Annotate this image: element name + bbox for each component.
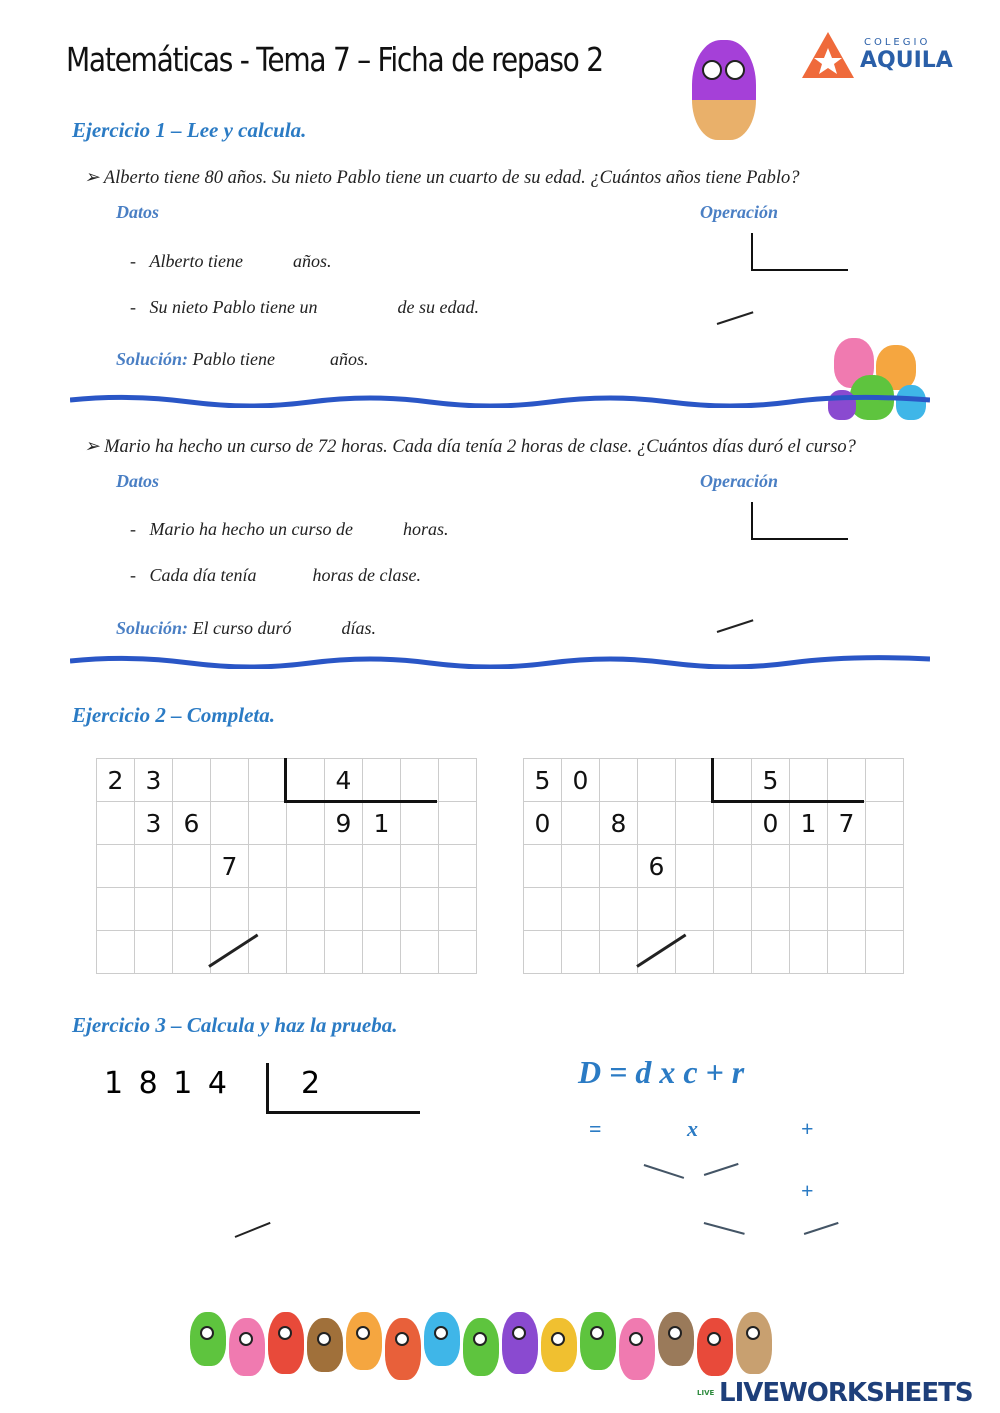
grid-cell[interactable] <box>173 845 211 888</box>
grid-cell[interactable] <box>439 845 477 888</box>
grid-cell[interactable]: 9 <box>325 802 363 845</box>
grid-cell[interactable] <box>97 845 135 888</box>
grid-cell[interactable] <box>866 888 904 931</box>
division-bracket <box>751 269 848 271</box>
monster-icon <box>736 1312 772 1374</box>
division-bracket <box>266 1111 420 1114</box>
grid-cell[interactable] <box>401 802 439 845</box>
grid-cell[interactable] <box>752 888 790 931</box>
grid-cell[interactable] <box>638 759 676 802</box>
grid-cell[interactable] <box>287 759 325 802</box>
problem-1-question: ➢ Alberto tiene 80 años. Su nieto Pablo tiene un cuarto de su edad. ¿Cuántos años tiene Pablo? <box>84 168 800 188</box>
grid-cell[interactable] <box>600 759 638 802</box>
monster-icon <box>502 1312 538 1374</box>
divisor: 2 <box>301 1066 321 1101</box>
grid-cell[interactable] <box>97 802 135 845</box>
grid-cell[interactable] <box>790 888 828 931</box>
data-item: - Su nieto Pablo tiene un de su edad. <box>130 297 479 317</box>
grid-cell[interactable] <box>790 845 828 888</box>
grid-cell[interactable]: 0 <box>752 802 790 845</box>
plus-sign: + <box>801 1178 814 1203</box>
monster-icon <box>307 1318 343 1372</box>
grid-cell[interactable] <box>287 845 325 888</box>
subtraction-mark <box>235 1222 271 1238</box>
grid-cell[interactable] <box>524 931 562 974</box>
grid-cell[interactable] <box>828 845 866 888</box>
grid-cell[interactable] <box>439 931 477 974</box>
grid-cell[interactable]: 6 <box>173 802 211 845</box>
grid-cell[interactable]: 5 <box>524 759 562 802</box>
proof-formula: D = d x c + r <box>578 1054 745 1090</box>
division-bracket <box>751 502 753 540</box>
grid-cell[interactable] <box>401 845 439 888</box>
grid-cell[interactable] <box>363 759 401 802</box>
grid-cell[interactable] <box>676 888 714 931</box>
grid-cell[interactable] <box>211 802 249 845</box>
grid-cell[interactable]: 7 <box>828 802 866 845</box>
grid-cell[interactable] <box>363 931 401 974</box>
grid-cell[interactable] <box>676 845 714 888</box>
grid-cell[interactable] <box>524 845 562 888</box>
grid-cell[interactable] <box>714 802 752 845</box>
grid-cell[interactable] <box>173 931 211 974</box>
monster-icon <box>619 1318 655 1380</box>
grid-cell[interactable] <box>714 888 752 931</box>
grid-cell[interactable] <box>524 888 562 931</box>
grid-cell[interactable] <box>866 759 904 802</box>
problem-2-question: ➢ Mario ha hecho un curso de 72 horas. Cada día tenía 2 horas de clase. ¿Cuántos días duró el curso? <box>84 437 856 457</box>
grid-cell[interactable] <box>866 845 904 888</box>
times-sign: x <box>687 1116 698 1141</box>
monster-icon <box>658 1312 694 1366</box>
grid-cell[interactable] <box>828 931 866 974</box>
logo-subtitle: COLEGIO <box>864 37 931 48</box>
grid-cell[interactable]: 1 <box>790 802 828 845</box>
grid-cell[interactable] <box>562 931 600 974</box>
grid-cell[interactable] <box>401 759 439 802</box>
wave-divider <box>70 394 930 408</box>
grid-cell[interactable]: 5 <box>752 759 790 802</box>
division-bracket <box>711 800 864 803</box>
grid-cell[interactable] <box>790 931 828 974</box>
data-item: - Alberto tiene años. <box>130 251 332 271</box>
monster-icon <box>268 1312 304 1374</box>
question-text: Mario ha hecho un curso de 72 horas. Cada día tenía 2 horas de clase. ¿Cuántos días duró el curso? <box>104 437 856 457</box>
datos-label: Datos <box>116 202 160 222</box>
equals-sign: = <box>589 1116 602 1141</box>
data-item: - Cada día tenía horas de clase. <box>130 565 421 585</box>
grid-cell[interactable] <box>249 888 287 931</box>
mark <box>644 1164 684 1178</box>
grid-cell[interactable] <box>676 802 714 845</box>
question-text: Alberto tiene 80 años. Su nieto Pablo tiene un cuarto de su edad. ¿Cuántos años tiene Pablo? <box>103 168 800 188</box>
division-bracket <box>266 1063 269 1113</box>
grid-cell[interactable] <box>363 888 401 931</box>
grid-cell[interactable] <box>363 845 401 888</box>
grid-cell[interactable] <box>135 931 173 974</box>
grid-cell[interactable] <box>401 931 439 974</box>
grid-cell[interactable]: 8 <box>600 802 638 845</box>
division-bracket <box>284 758 287 803</box>
operacion-label: Operación <box>700 471 778 491</box>
grid-cell[interactable] <box>600 931 638 974</box>
grid-cell[interactable] <box>325 845 363 888</box>
exercise-3-heading: Ejercicio 3 – Calcula y haz la prueba. <box>72 1013 398 1037</box>
exercise-2-heading: Ejercicio 2 – Completa. <box>72 703 275 727</box>
plus-sign: + <box>801 1116 814 1141</box>
grid-cell[interactable]: 4 <box>325 759 363 802</box>
division-bracket <box>751 538 848 540</box>
grid-cell[interactable] <box>135 845 173 888</box>
grid-cell[interactable]: 0 <box>524 802 562 845</box>
grid-cell[interactable] <box>828 759 866 802</box>
grid-cell[interactable] <box>752 931 790 974</box>
grid-cell[interactable] <box>135 888 173 931</box>
grid-cell[interactable] <box>562 888 600 931</box>
monster-icon <box>229 1318 265 1376</box>
grid-cell[interactable]: 6 <box>638 845 676 888</box>
grid-cell[interactable] <box>562 845 600 888</box>
solution-line: Solución: Pablo tiene años. <box>116 349 369 369</box>
division-bracket <box>284 800 437 803</box>
liveworksheets-logo <box>697 1378 973 1408</box>
grid-cell[interactable] <box>249 759 287 802</box>
datos-label: Datos <box>116 471 160 491</box>
grid-cell[interactable] <box>287 802 325 845</box>
data-item: - Mario ha hecho un curso de horas. <box>130 519 449 539</box>
brand-text: LIVEWORKSHEETS <box>719 1378 973 1408</box>
monster-icon <box>424 1312 460 1366</box>
grid-cell[interactable]: 7 <box>211 845 249 888</box>
division-bracket <box>751 233 753 271</box>
monster-icon <box>697 1318 733 1376</box>
grid-cell[interactable] <box>287 888 325 931</box>
grid-cell[interactable] <box>249 802 287 845</box>
grid-cell[interactable] <box>714 845 752 888</box>
grid-cell[interactable] <box>600 845 638 888</box>
grid-cell[interactable]: 1 <box>363 802 401 845</box>
monster-icon <box>541 1318 577 1372</box>
grid-cell[interactable] <box>439 759 477 802</box>
grid-cell[interactable] <box>211 888 249 931</box>
grid-cell[interactable] <box>562 802 600 845</box>
grid-cell[interactable] <box>638 802 676 845</box>
monster-parade-icon <box>190 1312 780 1376</box>
grid-cell[interactable] <box>714 759 752 802</box>
monster-icon <box>346 1312 382 1370</box>
page-title: Matemáticas - Tema 7 – Ficha de repaso 2 <box>66 40 603 79</box>
grid-cell[interactable] <box>714 931 752 974</box>
grid-cell[interactable] <box>249 845 287 888</box>
grid-cell[interactable]: 0 <box>562 759 600 802</box>
grid-cell[interactable] <box>828 888 866 931</box>
grid-cell[interactable] <box>325 888 363 931</box>
grid-cell[interactable] <box>97 931 135 974</box>
grid-cell[interactable] <box>676 759 714 802</box>
subtraction-mark <box>717 619 754 633</box>
grid-cell[interactable] <box>97 888 135 931</box>
grid-cell[interactable] <box>600 888 638 931</box>
grid-cell[interactable]: 2 <box>97 759 135 802</box>
monster-icon <box>190 1312 226 1366</box>
aquila-logo <box>798 30 953 86</box>
grid-cell[interactable] <box>211 759 249 802</box>
grid-cell[interactable] <box>638 888 676 931</box>
grid-cell[interactable] <box>287 931 325 974</box>
division-bracket <box>711 758 714 803</box>
grid-cell[interactable] <box>401 888 439 931</box>
monster-icon <box>463 1318 499 1376</box>
grid-cell[interactable] <box>752 845 790 888</box>
mark <box>804 1222 839 1235</box>
monster-icon <box>580 1312 616 1370</box>
monster-icon <box>385 1318 421 1380</box>
exercise-1-heading: Ejercicio 1 – Lee y calcula. <box>72 118 307 142</box>
grid-cell[interactable]: 3 <box>135 802 173 845</box>
live-badge: LIVE <box>697 1388 715 1397</box>
grid-cell[interactable] <box>790 759 828 802</box>
mascot-monster-icon <box>692 40 756 140</box>
dividend: 1 8 1 4 <box>104 1066 227 1101</box>
mark <box>704 1163 739 1176</box>
wave-divider <box>70 655 930 669</box>
logo-name: AQUILA <box>860 48 953 73</box>
grid-cell[interactable] <box>325 931 363 974</box>
subtraction-mark <box>717 311 754 325</box>
star-logo-icon <box>798 30 858 82</box>
grid-cell[interactable] <box>173 759 211 802</box>
operacion-label: Operación <box>700 202 778 222</box>
grid-cell[interactable] <box>439 802 477 845</box>
grid-cell[interactable] <box>866 931 904 974</box>
grid-cell[interactable] <box>439 888 477 931</box>
grid-cell[interactable] <box>866 802 904 845</box>
grid-cell[interactable] <box>173 888 211 931</box>
grid-cell[interactable]: 3 <box>135 759 173 802</box>
solution-line: Solución: El curso duró días. <box>116 618 377 638</box>
mark <box>704 1222 745 1234</box>
